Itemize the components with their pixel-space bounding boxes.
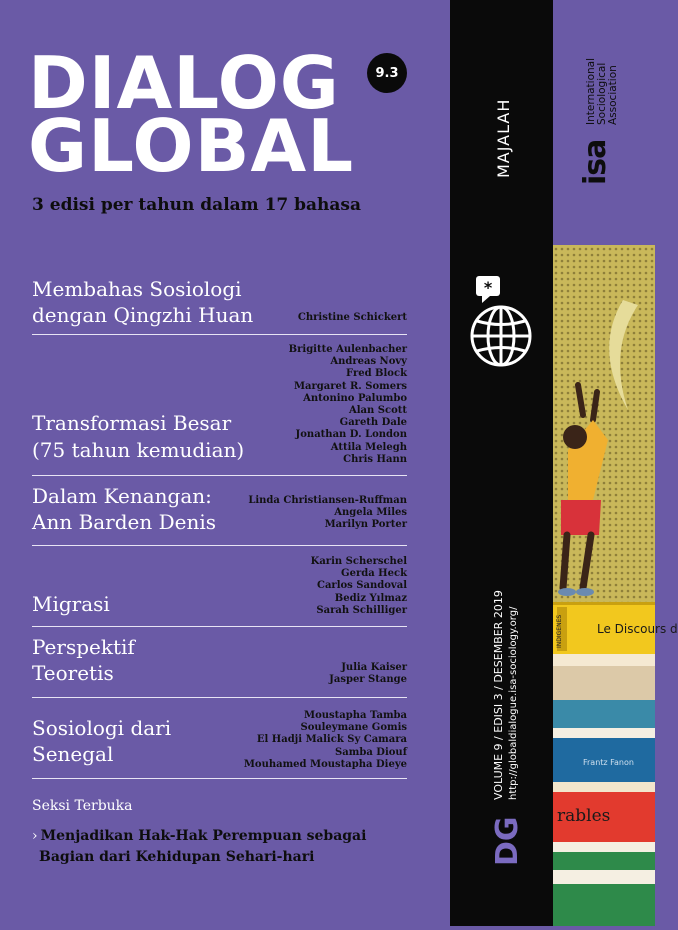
isa-logo: isa — [578, 139, 613, 185]
author-name: Bediz Yılmaz — [334, 592, 407, 604]
section-title-line1: Dalam Kenangan: — [32, 484, 212, 508]
section-authors — [248, 495, 407, 532]
magazine-title-line2: GLOBAL — [28, 104, 355, 188]
isa-name-line3: Association — [607, 65, 619, 125]
section-authors — [289, 344, 407, 466]
author-name: Carlos Sandoval — [316, 580, 407, 592]
section-membahas-sosiologi[interactable] — [32, 277, 407, 327]
author-name: Margaret R. Somers — [293, 380, 407, 392]
author-name: El Hadji Malick Sy Camara — [256, 734, 407, 746]
section-title-line2: dengan Qingzhi Huan — [32, 303, 254, 327]
chevron-right-icon: › — [32, 828, 38, 844]
author-name: Attila Melegh — [330, 441, 407, 453]
book-title-3: rables — [557, 806, 611, 826]
author-name: Alan Scott — [348, 405, 407, 417]
isa-name — [586, 58, 619, 125]
section-title-line2: Ann Barden Denis — [32, 510, 217, 534]
author-name: Sarah Schilliger — [316, 604, 407, 616]
book-spine-small: INDIGENES — [556, 614, 563, 648]
author-name: Angela Miles — [334, 507, 407, 519]
section-authors — [329, 662, 407, 686]
section-title-line2: Teoretis — [32, 661, 114, 685]
author-name: Mouhamed Moustapha Dieye — [243, 758, 407, 770]
section-title-line1: Transformasi Besar — [32, 411, 232, 435]
author-name: Andreas Novy — [330, 356, 407, 368]
section-perspektif-teoretis[interactable] — [32, 635, 407, 690]
section-transformasi-besar[interactable] — [32, 344, 407, 470]
volume-info: VOLUME 9 / EDISI 3 / DESEMBER 2019 — [492, 590, 505, 800]
open-section-article[interactable] — [32, 826, 366, 868]
author-name: Marilyn Porter — [324, 519, 407, 531]
section-authors — [311, 556, 407, 617]
open-section-label: Seksi Terbuka — [32, 798, 133, 814]
magazine-title-line1: DIALOG — [28, 41, 340, 125]
dg-logo: DG — [490, 816, 525, 866]
globe-speech-icon — [468, 272, 538, 376]
author-name: Jonathan D. London — [295, 429, 407, 441]
author-name: Antonino Palumbo — [303, 392, 407, 404]
section-migrasi[interactable] — [32, 556, 407, 620]
section-divider — [32, 334, 407, 335]
book-title-2: Frantz Fanon — [583, 758, 634, 767]
tagline: 3 edisi per tahun dalam 17 bahasa — [32, 195, 362, 215]
author-name: Jasper Stange — [329, 674, 407, 686]
section-dalam-kenangan[interactable] — [32, 484, 407, 539]
section-divider — [32, 697, 407, 698]
author-name: Christine Schickert — [297, 312, 407, 323]
author-name: Chris Hann — [343, 453, 407, 465]
section-sosiologi-senegal[interactable] — [32, 710, 407, 772]
svg-text:*: * — [483, 278, 493, 297]
book-title-1: Le Discours d — [597, 622, 678, 636]
section-title-line1: Perspektif — [32, 635, 135, 659]
author-name: Samba Diouf — [335, 746, 407, 758]
author-name: Souleymane Gomis — [300, 722, 407, 734]
author-name: Gerda Heck — [341, 568, 407, 580]
author-name: Fred Block — [346, 368, 407, 380]
article-title-line2: Bagian dari Kehidupan Sehari-hari — [39, 849, 315, 865]
section-title-line2: (75 tahun kemudian) — [32, 438, 245, 462]
author-name: Karin Scherschel — [310, 556, 407, 567]
isa-name-line1: International — [585, 57, 597, 125]
author-name: Moustapha Tamba — [304, 710, 407, 721]
section-authors — [298, 312, 407, 324]
section-title-line1: Sosiologi dari — [32, 716, 172, 740]
isa-name-line2: Sociological — [596, 62, 608, 125]
author-name: Gareth Dale — [339, 417, 407, 429]
majalah-label: MAJALAH — [494, 98, 513, 178]
section-divider — [32, 545, 407, 546]
article-title-line1: Menjadikan Hak-Hak Perempuan sebagai — [40, 828, 367, 844]
section-title-line2: Senegal — [32, 742, 114, 766]
author-name: Brigitte Aulenbacher — [288, 344, 407, 355]
issue-badge: 9.3 — [367, 53, 407, 93]
author-name: Linda Christiansen-Ruffman — [248, 495, 407, 506]
section-authors — [244, 710, 407, 771]
author-name: Julia Kaiser — [341, 662, 407, 673]
section-divider — [32, 778, 407, 779]
section-title-line1: Membahas Sosiologi — [32, 277, 242, 301]
section-divider — [32, 626, 407, 627]
section-divider — [32, 475, 407, 476]
section-title-line1: Migrasi — [32, 592, 110, 616]
website-link[interactable]: http://globaldialogue.isa-sociology.org/ — [508, 606, 519, 800]
